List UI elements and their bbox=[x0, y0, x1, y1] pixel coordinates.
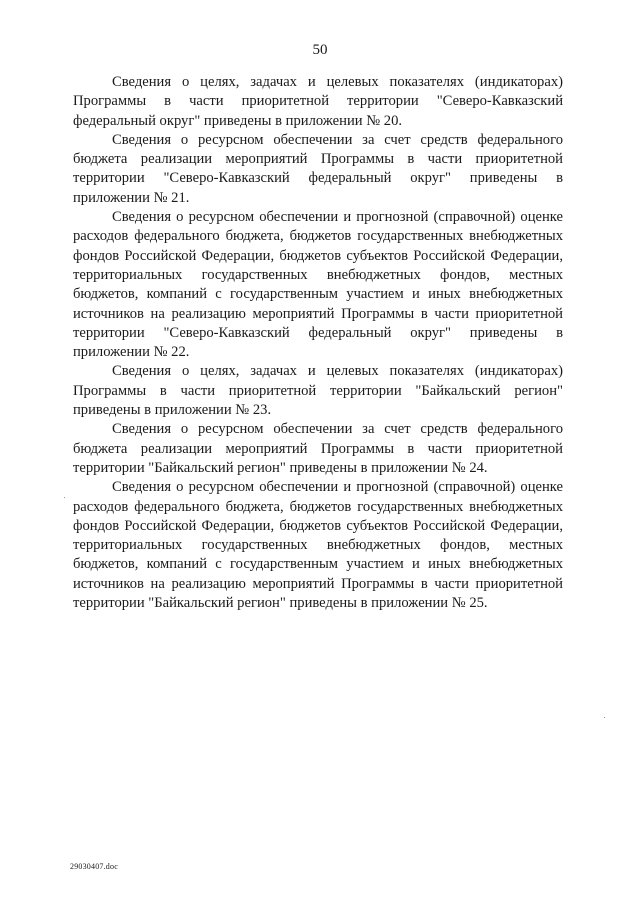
paragraph: Сведения о целях, задачах и целевых показателях (индикаторах) Программы в части приоритетной территории "Северо-Кавказский федеральный округ" приведены в приложении № 20. bbox=[73, 74, 563, 129]
page-number: 50 bbox=[312, 42, 328, 58]
scan-speck bbox=[604, 717, 605, 718]
paragraph: Сведения о целях, задачах и целевых показателях (индикаторах) Программы в части приоритетной территории "Байкальский регион" приведены в приложении № 23. bbox=[73, 363, 563, 419]
body-text bbox=[73, 73, 563, 613]
paragraph: Сведения о ресурсном обеспечении и прогнозной (справочной) оценке расходов федерального бюджета, бюджетов государственных внебюджетных фондов Российской Федерации, бюджетов субъектов Российской Федерации, территориальных государственных внебюджетных фондов, местных бюджетов, компаний с государственным участием и иных внебюджетных источников на реализацию мероприятий Программы в части приоритетной территории "Северо-Кавказский федеральный округ" приведены в приложении № 22. bbox=[73, 209, 563, 361]
paragraph: Сведения о ресурсном обеспечении за счет средств федерального бюджета реализации мероприятий Программы в части приоритетной территории "Байкальский регион" приведены в приложении № 24. bbox=[73, 421, 563, 476]
paragraph: Сведения о ресурсном обеспечении и прогнозной (справочной) оценке расходов федерального бюджета, бюджетов государственных внебюджетных фондов Российской Федерации, бюджетов субъектов Российской Федерации, территориальных государственных внебюджетных фондов, местных бюджетов, компаний с государственным участием и иных внебюджетных источников на реализацию мероприятий Программы в части приоритетной территории "Байкальский регион" приведены в приложении № 25. bbox=[73, 479, 563, 612]
paragraph: Сведения о ресурсном обеспечении за счет средств федерального бюджета реализации мероприятий Программы в части приоритетной территории "Северо-Кавказский федеральный округ" приведены в приложении № 21. bbox=[73, 131, 563, 206]
document-file-id: 29030407.doc bbox=[70, 862, 118, 871]
scan-speck bbox=[64, 497, 65, 498]
